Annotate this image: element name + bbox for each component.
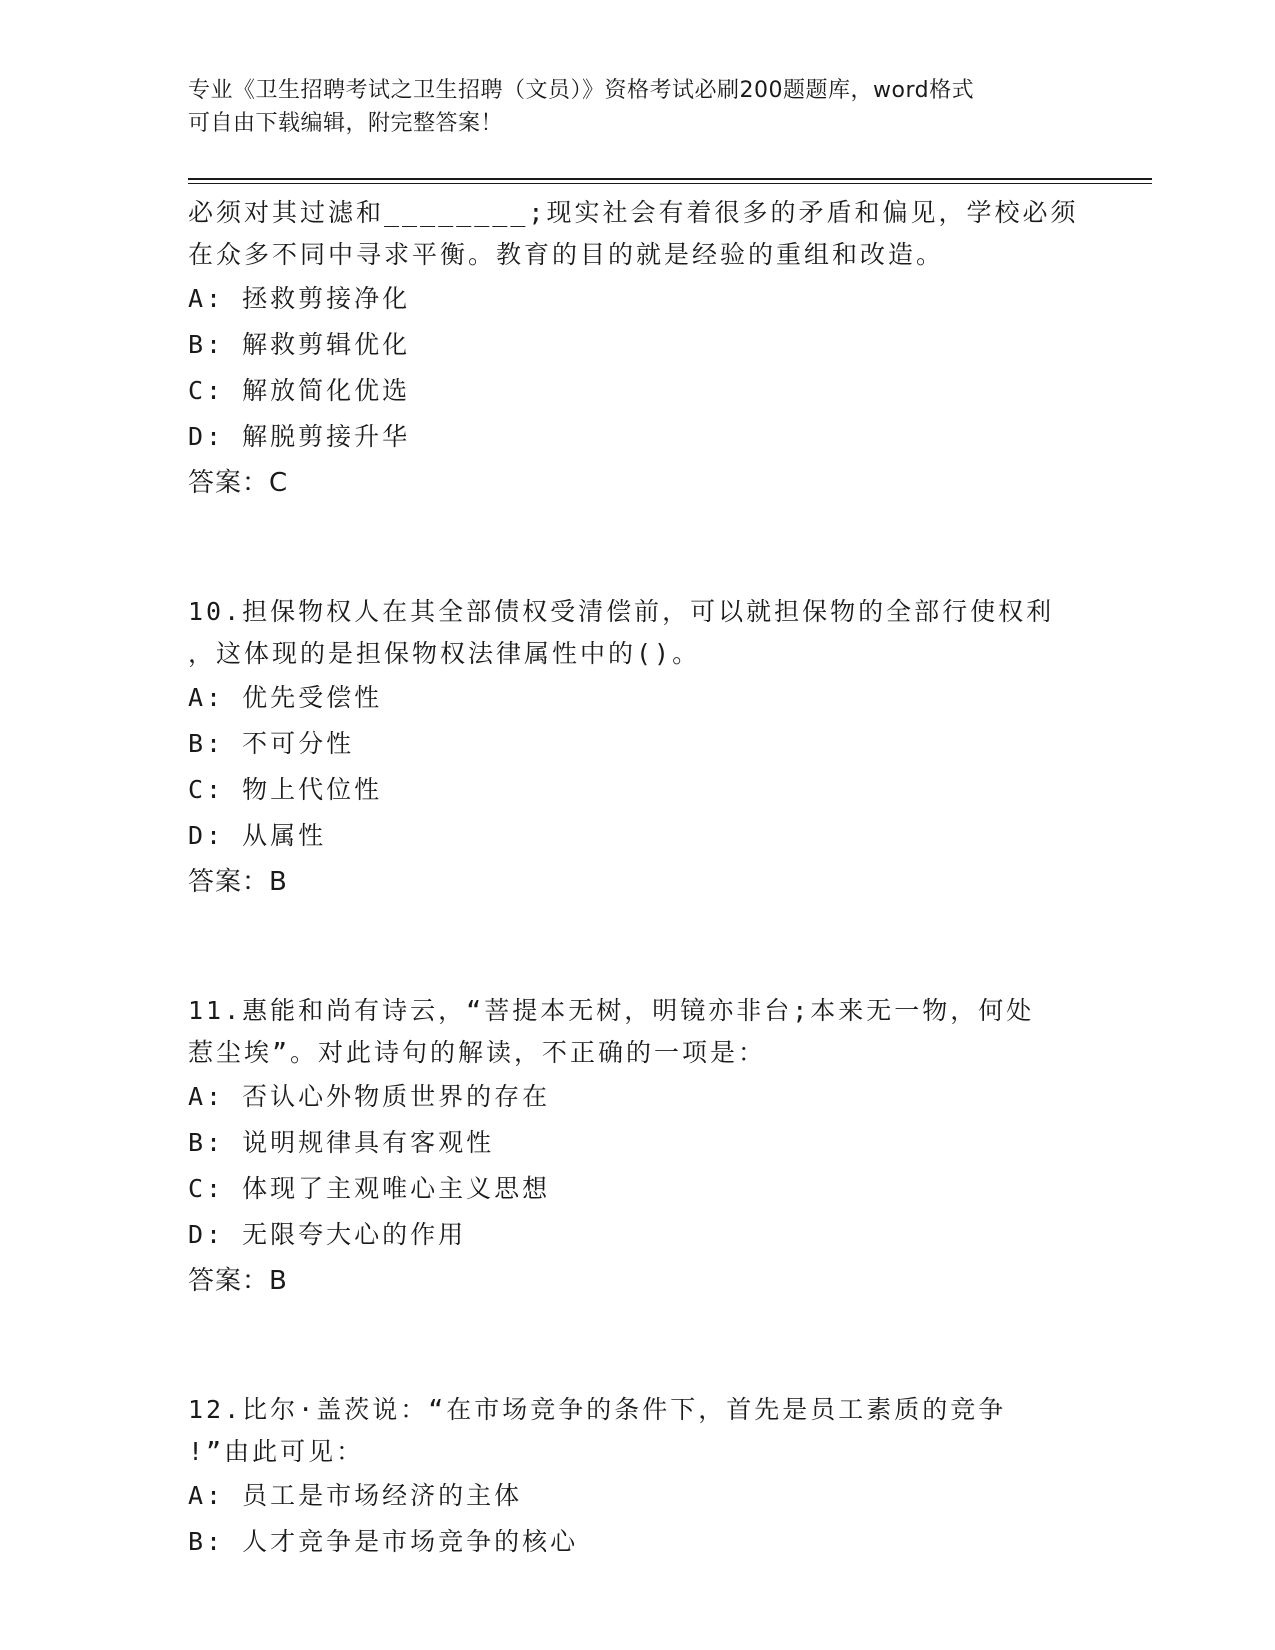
header-rule-thick [188, 178, 1152, 180]
question-11 [188, 990, 1088, 1304]
header-line-1: 专业《卫生招聘考试之卫生招聘（文员）》资格考试必刷200题题库，word格式 [188, 78, 975, 103]
spacer [188, 506, 1088, 591]
option-c: C: 体现了主观唯心主义思想 [188, 1174, 551, 1203]
option-d: D: 解脱剪接升华 [188, 422, 411, 451]
option-a: A: 员工是市场经济的主体 [188, 1481, 523, 1510]
question-text-line: 必须对其过滤和________;现实社会有着很多的矛盾和偏见，学校必须 [188, 198, 1079, 227]
question-text-line: 10.担保物权人在其全部债权受清偿前，可以就担保物的全部行使权利 [188, 597, 1055, 626]
question-9 [188, 192, 1088, 506]
question-list [188, 192, 1088, 1565]
question-12 [188, 1389, 1088, 1565]
answer: 答案：B [188, 867, 288, 897]
option-b: B: 人才竞争是市场竞争的核心 [188, 1527, 579, 1556]
option-a: A: 拯救剪接净化 [188, 284, 411, 313]
question-text-line: 在众多不同中寻求平衡。教育的目的就是经验的重组和改造。 [188, 240, 945, 269]
question-text-line: 惹尘埃”。对此诗句的解读，不正确的一项是： [188, 1038, 767, 1067]
option-a: A: 优先受偿性 [188, 683, 383, 712]
option-c: C: 物上代位性 [188, 775, 383, 804]
question-text-line: !”由此可见： [188, 1437, 365, 1466]
question-text-line: ，这体现的是担保物权法律属性中的()。 [188, 639, 701, 668]
answer: 答案：B [188, 1266, 288, 1296]
document-header [188, 74, 1068, 140]
option-c: C: 解放简化优选 [188, 376, 411, 405]
option-b: B: 解救剪辑优化 [188, 330, 411, 359]
option-b: B: 不可分性 [188, 729, 355, 758]
option-d: D: 无限夸大心的作用 [188, 1220, 467, 1249]
option-a: A: 否认心外物质世界的存在 [188, 1082, 551, 1111]
option-b: B: 说明规律具有客观性 [188, 1128, 495, 1157]
question-text-line: 12.比尔·盖茨说：“在市场竞争的条件下，首先是员工素质的竞争 [188, 1395, 1007, 1424]
spacer [188, 1304, 1088, 1389]
answer: 答案：C [188, 468, 289, 498]
header-rule-thin [188, 183, 1152, 184]
question-10 [188, 591, 1088, 905]
spacer [188, 905, 1088, 990]
question-text-line: 11.惠能和尚有诗云，“菩提本无树，明镜亦非台;本来无一物，何处 [188, 996, 1035, 1025]
header-line-2: 可自由下载编辑，附完整答案！ [188, 111, 504, 136]
option-d: D: 从属性 [188, 821, 327, 850]
